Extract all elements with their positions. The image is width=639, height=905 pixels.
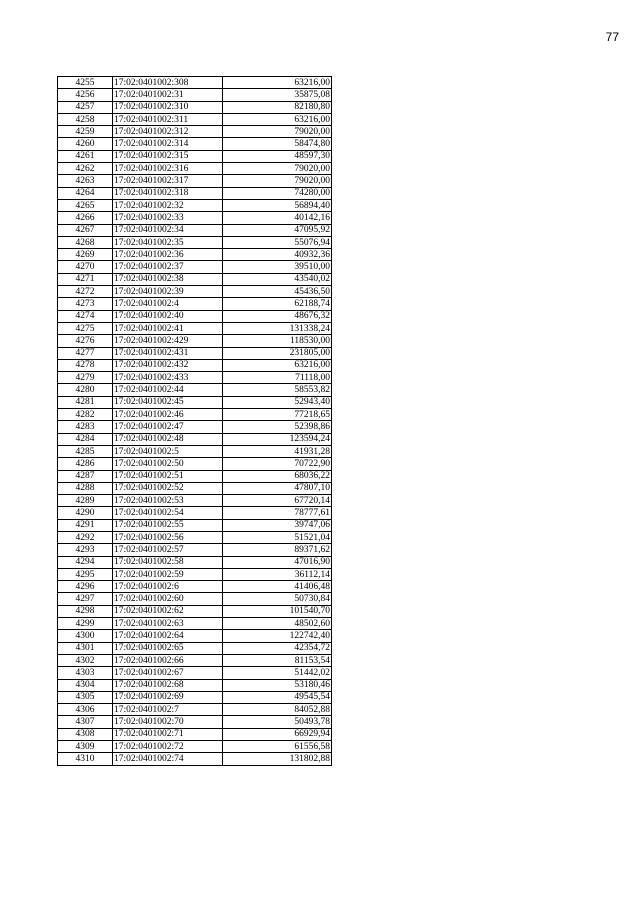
row-number-cell: 4272 [58,286,113,298]
cadastral-value-cell: 50730,84 [223,593,332,605]
row-number-cell: 4296 [58,581,113,593]
row-number-cell: 4266 [58,212,113,224]
table-row [58,249,332,261]
cadastral-value-cell: 47095,92 [223,224,332,236]
cadastral-number-cell: 17:02:0401002:46 [113,409,223,421]
table-row [58,199,332,211]
row-number-cell: 4267 [58,224,113,236]
table-row [58,150,332,162]
cadastral-number-cell: 17:02:0401002:64 [113,630,223,642]
table-body [58,77,332,766]
cadastral-number-cell: 17:02:0401002:58 [113,556,223,568]
cadastral-number-cell: 17:02:0401002:433 [113,372,223,384]
table-row [58,679,332,691]
table-row [58,138,332,150]
row-number-cell: 4304 [58,679,113,691]
table-row [58,495,332,507]
table-row [58,482,332,494]
table-row [58,581,332,593]
table-row [58,691,332,703]
row-number-cell: 4278 [58,359,113,371]
cadastral-value-cell: 78777,61 [223,507,332,519]
table-row [58,556,332,568]
cadastral-number-cell: 17:02:0401002:65 [113,642,223,654]
cadastral-number-cell: 17:02:0401002:48 [113,433,223,445]
row-number-cell: 4297 [58,593,113,605]
table-row [58,322,332,334]
cadastral-number-cell: 17:02:0401002:67 [113,667,223,679]
table-row [58,605,332,617]
cadastral-value-cell: 131802,88 [223,753,332,765]
table-row [58,409,332,421]
table-row [58,741,332,753]
row-number-cell: 4269 [58,249,113,261]
row-number-cell: 4255 [58,77,113,89]
cadastral-number-cell: 17:02:0401002:53 [113,495,223,507]
table-row [58,101,332,113]
cadastral-value-cell: 79020,00 [223,175,332,187]
table-row [58,175,332,187]
row-number-cell: 4292 [58,531,113,543]
table-row [58,618,332,630]
cadastral-value-cell: 67720,14 [223,495,332,507]
table-row [58,667,332,679]
cadastral-number-cell: 17:02:0401002:311 [113,113,223,125]
row-number-cell: 4258 [58,113,113,125]
cadastral-number-cell: 17:02:0401002:38 [113,273,223,285]
cadastral-number-cell: 17:02:0401002:36 [113,249,223,261]
cadastral-value-cell: 48502,60 [223,618,332,630]
row-number-cell: 4264 [58,187,113,199]
cadastral-number-cell: 17:02:0401002:44 [113,384,223,396]
cadastral-value-cell: 45436,50 [223,286,332,298]
table-row [58,261,332,273]
table-row [58,347,332,359]
row-number-cell: 4281 [58,396,113,408]
row-number-cell: 4298 [58,605,113,617]
cadastral-number-cell: 17:02:0401002:74 [113,753,223,765]
row-number-cell: 4289 [58,495,113,507]
cadastral-number-cell: 17:02:0401002:45 [113,396,223,408]
row-number-cell: 4288 [58,482,113,494]
cadastral-value-cell: 82180,80 [223,101,332,113]
cadastral-value-cell: 74280,00 [223,187,332,199]
cadastral-value-cell: 63216,00 [223,113,332,125]
table-row [58,421,332,433]
cadastral-value-cell: 71118,00 [223,372,332,384]
table-row [58,728,332,740]
cadastral-value-cell: 51521,04 [223,531,332,543]
table-row [58,753,332,765]
table-row [58,593,332,605]
row-number-cell: 4263 [58,175,113,187]
table-row [58,544,332,556]
cadastral-number-cell: 17:02:0401002:63 [113,618,223,630]
cadastral-value-cell: 63216,00 [223,359,332,371]
cadastral-value-cell: 53180,46 [223,679,332,691]
row-number-cell: 4279 [58,372,113,384]
cadastral-value-cell: 66929,94 [223,728,332,740]
row-number-cell: 4300 [58,630,113,642]
table-row [58,163,332,175]
row-number-cell: 4274 [58,310,113,322]
cadastral-value-cell: 43540,02 [223,273,332,285]
cadastral-value-cell: 68036,22 [223,470,332,482]
table-row [58,654,332,666]
table-row [58,531,332,543]
cadastral-number-cell: 17:02:0401002:68 [113,679,223,691]
table-row [58,445,332,457]
row-number-cell: 4259 [58,126,113,138]
table-row [58,470,332,482]
cadastral-value-cell: 63216,00 [223,77,332,89]
cadastral-value-cell: 58474,80 [223,138,332,150]
table-row [58,236,332,248]
row-number-cell: 4287 [58,470,113,482]
row-number-cell: 4257 [58,101,113,113]
cadastral-value-cell: 47016,90 [223,556,332,568]
cadastral-number-cell: 17:02:0401002:308 [113,77,223,89]
table-row [58,77,332,89]
cadastral-number-cell: 17:02:0401002:52 [113,482,223,494]
cadastral-value-cell: 42354,72 [223,642,332,654]
cadastral-value-cell: 79020,00 [223,163,332,175]
row-number-cell: 4306 [58,704,113,716]
row-number-cell: 4310 [58,753,113,765]
cadastral-number-cell: 17:02:0401002:40 [113,310,223,322]
cadastral-value-cell: 41406,48 [223,581,332,593]
cadastral-value-cell: 51442,02 [223,667,332,679]
cadastral-number-cell: 17:02:0401002:71 [113,728,223,740]
cadastral-value-cell: 101540,70 [223,605,332,617]
row-number-cell: 4280 [58,384,113,396]
table-row [58,286,332,298]
table-row [58,298,332,310]
cadastral-value-cell: 81153,54 [223,654,332,666]
table-row [58,224,332,236]
cadastral-number-cell: 17:02:0401002:55 [113,519,223,531]
cadastral-number-cell: 17:02:0401002:62 [113,605,223,617]
table-row [58,568,332,580]
cadastral-value-cell: 231805,00 [223,347,332,359]
cadastral-number-cell: 17:02:0401002:69 [113,691,223,703]
row-number-cell: 4275 [58,322,113,334]
table-row [58,359,332,371]
table-row [58,89,332,101]
cadastral-value-cell: 122742,40 [223,630,332,642]
row-number-cell: 4270 [58,261,113,273]
table-row [58,507,332,519]
row-number-cell: 4260 [58,138,113,150]
cadastral-value-cell: 118530,00 [223,335,332,347]
cadastral-value-cell: 47807,10 [223,482,332,494]
row-number-cell: 4273 [58,298,113,310]
cadastral-value-cell: 89371,62 [223,544,332,556]
cadastral-number-cell: 17:02:0401002:34 [113,224,223,236]
row-number-cell: 4302 [58,654,113,666]
cadastral-value-cell: 39510,00 [223,261,332,273]
cadastral-number-cell: 17:02:0401002:317 [113,175,223,187]
table-row [58,716,332,728]
cadastral-number-cell: 17:02:0401002:431 [113,347,223,359]
row-number-cell: 4268 [58,236,113,248]
row-number-cell: 4308 [58,728,113,740]
cadastral-value-cell: 40932,36 [223,249,332,261]
cadastral-value-cell: 70722,90 [223,458,332,470]
cadastral-value-cell: 48597,30 [223,150,332,162]
cadastral-number-cell: 17:02:0401002:39 [113,286,223,298]
row-number-cell: 4294 [58,556,113,568]
row-number-cell: 4277 [58,347,113,359]
cadastral-value-cell: 49545,54 [223,691,332,703]
row-number-cell: 4299 [58,618,113,630]
cadastral-number-cell: 17:02:0401002:70 [113,716,223,728]
row-number-cell: 4282 [58,409,113,421]
cadastral-number-cell: 17:02:0401002:33 [113,212,223,224]
row-number-cell: 4307 [58,716,113,728]
cadastral-number-cell: 17:02:0401002:5 [113,445,223,457]
row-number-cell: 4293 [58,544,113,556]
table-row [58,630,332,642]
row-number-cell: 4276 [58,335,113,347]
row-number-cell: 4285 [58,445,113,457]
cadastral-number-cell: 17:02:0401002:37 [113,261,223,273]
cadastral-number-cell: 17:02:0401002:32 [113,199,223,211]
cadastral-number-cell: 17:02:0401002:6 [113,581,223,593]
cadastral-number-cell: 17:02:0401002:56 [113,531,223,543]
table-row [58,642,332,654]
cadastral-number-cell: 17:02:0401002:432 [113,359,223,371]
cadastral-number-cell: 17:02:0401002:41 [113,322,223,334]
cadastral-value-cell: 123594,24 [223,433,332,445]
cadastral-number-cell: 17:02:0401002:314 [113,138,223,150]
cadastral-number-cell: 17:02:0401002:315 [113,150,223,162]
cadastral-number-cell: 17:02:0401002:312 [113,126,223,138]
row-number-cell: 4309 [58,741,113,753]
cadastral-number-cell: 17:02:0401002:35 [113,236,223,248]
cadastral-value-cell: 36112,14 [223,568,332,580]
cadastral-number-cell: 17:02:0401002:7 [113,704,223,716]
cadastral-value-cell: 52943,40 [223,396,332,408]
cadastral-value-cell: 50493,78 [223,716,332,728]
row-number-cell: 4283 [58,421,113,433]
cadastral-number-cell: 17:02:0401002:51 [113,470,223,482]
cadastral-value-cell: 52398,86 [223,421,332,433]
cadastral-value-cell: 61556,58 [223,741,332,753]
cadastral-value-table [57,76,332,766]
cadastral-number-cell: 17:02:0401002:59 [113,568,223,580]
cadastral-number-cell: 17:02:0401002:66 [113,654,223,666]
row-number-cell: 4291 [58,519,113,531]
row-number-cell: 4261 [58,150,113,162]
cadastral-value-cell: 48676,32 [223,310,332,322]
cadastral-value-cell: 55076,94 [223,236,332,248]
table-row [58,704,332,716]
table-row [58,335,332,347]
table-row [58,519,332,531]
table-row [58,433,332,445]
cadastral-number-cell: 17:02:0401002:429 [113,335,223,347]
cadastral-value-cell: 41931,28 [223,445,332,457]
cadastral-value-cell: 77218,65 [223,409,332,421]
cadastral-number-cell: 17:02:0401002:54 [113,507,223,519]
table-row [58,310,332,322]
cadastral-value-cell: 79020,00 [223,126,332,138]
table-row [58,458,332,470]
table-row [58,384,332,396]
cadastral-value-cell: 35875,08 [223,89,332,101]
table-row [58,212,332,224]
row-number-cell: 4290 [58,507,113,519]
page-number: 77 [605,30,619,44]
table-row [58,372,332,384]
row-number-cell: 4265 [58,199,113,211]
row-number-cell: 4284 [58,433,113,445]
table-row [58,113,332,125]
row-number-cell: 4305 [58,691,113,703]
row-number-cell: 4301 [58,642,113,654]
row-number-cell: 4303 [58,667,113,679]
cadastral-value-cell: 56894,40 [223,199,332,211]
cadastral-number-cell: 17:02:0401002:50 [113,458,223,470]
cadastral-number-cell: 17:02:0401002:316 [113,163,223,175]
table-row [58,126,332,138]
cadastral-number-cell: 17:02:0401002:57 [113,544,223,556]
cadastral-value-cell: 40142,16 [223,212,332,224]
row-number-cell: 4271 [58,273,113,285]
cadastral-number-cell: 17:02:0401002:31 [113,89,223,101]
cadastral-number-cell: 17:02:0401002:318 [113,187,223,199]
cadastral-value-cell: 62188,74 [223,298,332,310]
row-number-cell: 4256 [58,89,113,101]
cadastral-value-cell: 39747,06 [223,519,332,531]
cadastral-number-cell: 17:02:0401002:72 [113,741,223,753]
cadastral-number-cell: 17:02:0401002:4 [113,298,223,310]
cadastral-value-cell: 84052,88 [223,704,332,716]
row-number-cell: 4295 [58,568,113,580]
cadastral-number-cell: 17:02:0401002:60 [113,593,223,605]
row-number-cell: 4286 [58,458,113,470]
table-row [58,396,332,408]
cadastral-value-cell: 131338,24 [223,322,332,334]
cadastral-number-cell: 17:02:0401002:310 [113,101,223,113]
table-row [58,187,332,199]
table-row [58,273,332,285]
cadastral-value-cell: 58553,82 [223,384,332,396]
cadastral-number-cell: 17:02:0401002:47 [113,421,223,433]
row-number-cell: 4262 [58,163,113,175]
